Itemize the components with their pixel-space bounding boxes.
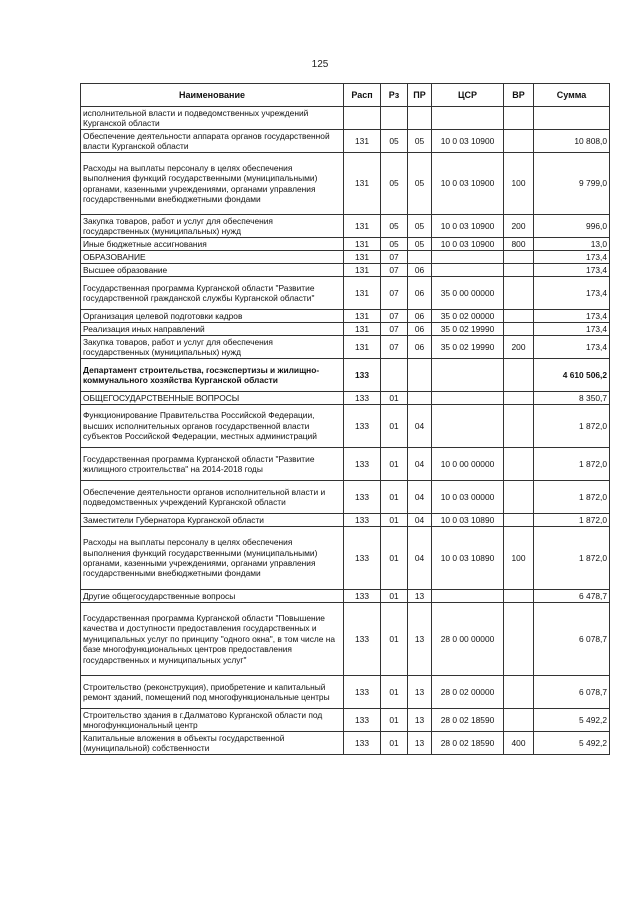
cell-rasp: 131 (344, 323, 381, 336)
cell-rz: 07 (381, 323, 408, 336)
cell-vr (504, 405, 534, 448)
cell-pr: 04 (408, 448, 432, 481)
cell-rz: 01 (381, 405, 408, 448)
cell-sum: 6 078,7 (534, 603, 610, 676)
cell-sum (534, 107, 610, 130)
cell-sum: 173,4 (534, 277, 610, 310)
cell-sum: 1 872,0 (534, 481, 610, 514)
table-row (81, 481, 610, 514)
cell-rasp: 131 (344, 238, 381, 251)
cell-rasp: 133 (344, 527, 381, 590)
header-sum: Сумма (534, 84, 610, 107)
cell-rz: 05 (381, 153, 408, 215)
cell-vr: 200 (504, 336, 534, 359)
cell-pr: 05 (408, 153, 432, 215)
cell-vr (504, 676, 534, 709)
table-row (81, 238, 610, 251)
cell-sum: 996,0 (534, 215, 610, 238)
cell-sum: 1 872,0 (534, 527, 610, 590)
cell-rasp: 131 (344, 130, 381, 153)
cell-rz: 07 (381, 336, 408, 359)
table-row (81, 527, 610, 590)
cell-pr: 04 (408, 481, 432, 514)
cell-rasp: 133 (344, 676, 381, 709)
cell-rasp: 133 (344, 603, 381, 676)
cell-pr (408, 359, 432, 392)
cell-rz: 01 (381, 709, 408, 732)
cell-pr: 04 (408, 405, 432, 448)
cell-name: Реализация иных направлений (81, 323, 344, 336)
cell-pr: 06 (408, 277, 432, 310)
cell-rz: 01 (381, 448, 408, 481)
cell-sum: 6 478,7 (534, 590, 610, 603)
cell-csr: 28 0 02 18590 (432, 709, 504, 732)
table-row (81, 153, 610, 215)
page-number: 125 (311, 59, 329, 70)
cell-pr: 06 (408, 323, 432, 336)
cell-csr: 10 0 03 10890 (432, 514, 504, 527)
cell-name: Другие общегосударственные вопросы (81, 590, 344, 603)
cell-name: Департамент строительства, госэкспертизы и жилищно-коммунального хозяйства Курганской области (81, 359, 344, 392)
cell-pr: 04 (408, 527, 432, 590)
cell-vr (504, 251, 534, 264)
cell-name: Строительство здания в г.Далматово Курганской области под многофункциональный центр (81, 709, 344, 732)
cell-csr (432, 107, 504, 130)
table-body (81, 107, 610, 755)
cell-sum: 1 872,0 (534, 405, 610, 448)
cell-pr (408, 251, 432, 264)
cell-csr: 10 0 00 00000 (432, 448, 504, 481)
cell-csr: 10 0 03 10890 (432, 527, 504, 590)
cell-csr (432, 405, 504, 448)
cell-vr: 100 (504, 527, 534, 590)
cell-sum: 13,0 (534, 238, 610, 251)
cell-name: Государственная программа Курганской области "Развитие государственной гражданской службы Курганской области" (81, 277, 344, 310)
table-row (81, 676, 610, 709)
cell-vr: 200 (504, 215, 534, 238)
cell-sum: 173,4 (534, 323, 610, 336)
cell-rasp: 133 (344, 392, 381, 405)
table-row (81, 277, 610, 310)
cell-rz: 01 (381, 732, 408, 755)
table-row (81, 590, 610, 603)
cell-sum: 173,4 (534, 264, 610, 277)
cell-pr (408, 107, 432, 130)
budget-table (80, 83, 610, 755)
cell-name: Организация целевой подготовки кадров (81, 310, 344, 323)
cell-rasp: 131 (344, 277, 381, 310)
cell-vr (504, 590, 534, 603)
cell-name: Расходы на выплаты персоналу в целях обеспечения выполнения функций государственными (муниципальными) органами, казенными учреждениями, органами управления государственными внебюджетными фондами (81, 527, 344, 590)
cell-vr: 400 (504, 732, 534, 755)
table-row (81, 310, 610, 323)
cell-rasp: 131 (344, 336, 381, 359)
cell-sum: 1 872,0 (534, 448, 610, 481)
cell-sum: 6 078,7 (534, 676, 610, 709)
cell-pr: 13 (408, 603, 432, 676)
header-rasp: Расп (344, 84, 381, 107)
cell-vr (504, 448, 534, 481)
cell-rz: 01 (381, 514, 408, 527)
cell-name: Государственная программа Курганской области "Развитие жилищного строительства" на 2014-2018 годы (81, 448, 344, 481)
cell-csr: 35 0 02 00000 (432, 310, 504, 323)
cell-csr: 28 0 02 00000 (432, 676, 504, 709)
cell-vr (504, 310, 534, 323)
cell-name: Капитальные вложения в объекты государственной (муниципальной) собственности (81, 732, 344, 755)
cell-vr: 100 (504, 153, 534, 215)
cell-csr: 28 0 00 00000 (432, 603, 504, 676)
cell-rz: 01 (381, 603, 408, 676)
cell-name: ОБРАЗОВАНИЕ (81, 251, 344, 264)
table-row (81, 215, 610, 238)
cell-rz: 01 (381, 527, 408, 590)
header-csr: ЦСР (432, 84, 504, 107)
cell-csr (432, 392, 504, 405)
cell-pr: 06 (408, 336, 432, 359)
cell-rasp: 131 (344, 310, 381, 323)
cell-pr: 13 (408, 732, 432, 755)
cell-vr (504, 323, 534, 336)
cell-rz: 05 (381, 238, 408, 251)
cell-rz: 01 (381, 392, 408, 405)
cell-name: ОБЩЕГОСУДАРСТВЕННЫЕ ВОПРОСЫ (81, 392, 344, 405)
cell-sum: 5 492,2 (534, 732, 610, 755)
table-row (81, 264, 610, 277)
table-header-row (81, 84, 610, 107)
table-row (81, 130, 610, 153)
cell-vr (504, 392, 534, 405)
cell-csr: 10 0 03 10900 (432, 238, 504, 251)
cell-pr: 05 (408, 215, 432, 238)
cell-pr: 13 (408, 709, 432, 732)
cell-vr (504, 603, 534, 676)
cell-rasp (344, 107, 381, 130)
cell-csr: 35 0 02 19990 (432, 323, 504, 336)
cell-csr (432, 264, 504, 277)
cell-vr (504, 709, 534, 732)
cell-rz: 07 (381, 264, 408, 277)
cell-name: исполнительной власти и подведомственных учреждений Курганской области (81, 107, 344, 130)
table-row (81, 405, 610, 448)
cell-vr (504, 481, 534, 514)
cell-rz (381, 359, 408, 392)
cell-pr: 13 (408, 590, 432, 603)
cell-pr: 04 (408, 514, 432, 527)
cell-rasp: 131 (344, 215, 381, 238)
cell-sum: 5 492,2 (534, 709, 610, 732)
cell-sum: 4 610 506,2 (534, 359, 610, 392)
cell-sum: 173,4 (534, 310, 610, 323)
cell-name: Расходы на выплаты персоналу в целях обеспечения выполнения функций государственными (муниципальными) органами, казенными учреждениями, органами управления государственными внебюджетными фондами (81, 153, 344, 215)
cell-name: Иные бюджетные ассигнования (81, 238, 344, 251)
cell-name: Государственная программа Курганской области "Повышение качества и доступности предоставления государственных и муниципальных услуг по принципу "одного окна", в том числе на базе многофункциональных центров предоставления государственных и муниципальных услуг" (81, 603, 344, 676)
cell-rz: 01 (381, 676, 408, 709)
cell-rasp: 133 (344, 405, 381, 448)
cell-csr: 10 0 03 00000 (432, 481, 504, 514)
header-pr: ПР (408, 84, 432, 107)
cell-rasp: 133 (344, 732, 381, 755)
cell-csr (432, 359, 504, 392)
cell-rz: 05 (381, 215, 408, 238)
cell-csr: 10 0 03 10900 (432, 215, 504, 238)
cell-csr: 10 0 03 10900 (432, 153, 504, 215)
cell-name: Строительство (реконструкция), приобретение и капитальный ремонт зданий, помещений под многофункциональные центры (81, 676, 344, 709)
table-row (81, 107, 610, 130)
table-row (81, 603, 610, 676)
table-row (81, 514, 610, 527)
cell-rz: 07 (381, 277, 408, 310)
cell-name: Закупка товаров, работ и услуг для обеспечения государственных (муниципальных) нужд (81, 336, 344, 359)
cell-pr: 05 (408, 130, 432, 153)
cell-vr (504, 359, 534, 392)
cell-rasp: 131 (344, 264, 381, 277)
table-row (81, 336, 610, 359)
cell-pr: 06 (408, 264, 432, 277)
cell-vr (504, 130, 534, 153)
cell-vr (504, 514, 534, 527)
cell-pr: 05 (408, 238, 432, 251)
cell-rasp: 133 (344, 590, 381, 603)
cell-rz (381, 107, 408, 130)
cell-rasp: 133 (344, 514, 381, 527)
cell-csr: 10 0 03 10900 (432, 130, 504, 153)
cell-sum: 9 799,0 (534, 153, 610, 215)
cell-vr: 800 (504, 238, 534, 251)
cell-pr (408, 392, 432, 405)
cell-pr: 13 (408, 676, 432, 709)
table-row (81, 709, 610, 732)
table-row (81, 359, 610, 392)
header-name: Наименование (81, 84, 344, 107)
table-row (81, 323, 610, 336)
cell-vr (504, 107, 534, 130)
cell-csr: 35 0 00 00000 (432, 277, 504, 310)
cell-vr (504, 277, 534, 310)
header-vr: ВР (504, 84, 534, 107)
cell-rz: 01 (381, 590, 408, 603)
cell-csr: 35 0 02 19990 (432, 336, 504, 359)
cell-name: Закупка товаров, работ и услуг для обеспечения государственных (муниципальных) нужд (81, 215, 344, 238)
cell-sum: 8 350,7 (534, 392, 610, 405)
cell-rasp: 133 (344, 448, 381, 481)
table-row (81, 392, 610, 405)
table-row (81, 732, 610, 755)
table-row (81, 448, 610, 481)
cell-vr (504, 264, 534, 277)
cell-csr: 28 0 02 18590 (432, 732, 504, 755)
cell-sum: 10 808,0 (534, 130, 610, 153)
table-row (81, 251, 610, 264)
cell-rasp: 131 (344, 153, 381, 215)
cell-sum: 1 872,0 (534, 514, 610, 527)
cell-name: Высшее образование (81, 264, 344, 277)
cell-csr (432, 251, 504, 264)
cell-name: Обеспечение деятельности аппарата органов государственной власти Курганской области (81, 130, 344, 153)
cell-rasp: 133 (344, 359, 381, 392)
header-rz: Рз (381, 84, 408, 107)
cell-rz: 07 (381, 310, 408, 323)
cell-pr: 06 (408, 310, 432, 323)
cell-rz: 05 (381, 130, 408, 153)
cell-name: Заместители Губернатора Курганской области (81, 514, 344, 527)
cell-csr (432, 590, 504, 603)
cell-rasp: 131 (344, 251, 381, 264)
cell-sum: 173,4 (534, 251, 610, 264)
cell-name: Функционирование Правительства Российской Федерации, высших исполнительных органов государственной власти субъектов Российской Федерации, местных администраций (81, 405, 344, 448)
cell-rz: 07 (381, 251, 408, 264)
cell-name: Обеспечение деятельности органов исполнительной власти и подведомственных учреждений Курганской области (81, 481, 344, 514)
cell-sum: 173,4 (534, 336, 610, 359)
cell-rasp: 133 (344, 709, 381, 732)
cell-rz: 01 (381, 481, 408, 514)
cell-rasp: 133 (344, 481, 381, 514)
